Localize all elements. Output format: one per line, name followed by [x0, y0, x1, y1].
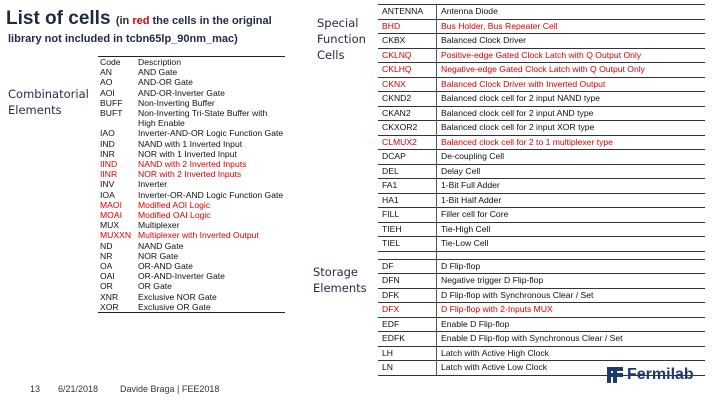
table-row — [378, 121, 705, 136]
cell-description: NAND with 1 Inverted Input — [138, 138, 243, 149]
table-row — [98, 220, 285, 230]
title-text: List of cells — [6, 8, 111, 29]
slide-subtitle: library not included in tcbn65lp_90nm_mac) — [8, 33, 238, 45]
section-divider — [378, 251, 705, 259]
title-note-red: red — [132, 15, 150, 27]
cell-code: CKND2 — [378, 92, 437, 107]
cell-code: CKLNQ — [378, 48, 437, 63]
table-row — [98, 281, 285, 291]
cell-code: CKBX — [378, 34, 437, 49]
table-row — [98, 159, 285, 169]
cell-code: AO — [100, 77, 113, 88]
cell-code: CKXOR2 — [378, 121, 437, 136]
cell-code: LN — [378, 361, 437, 376]
cell-description: AND Gate — [138, 67, 178, 78]
cell-code: IINR — [100, 169, 118, 180]
cell-code: IIND — [100, 159, 118, 170]
cell-code: MUX — [100, 220, 120, 231]
table-row — [378, 106, 705, 121]
cell-description: NOR with 1 Inverted Input — [138, 148, 237, 159]
cell-description: Filler cell for Core — [437, 208, 706, 223]
cell-code: CLMUX2 — [378, 135, 437, 150]
table-row — [98, 230, 285, 240]
cell-description: NOR with 2 Inverted Inputs — [138, 169, 242, 180]
cell-description: Balanced Clock Driver — [437, 34, 706, 49]
table-row — [378, 193, 705, 208]
cell-description: Negative trigger D Flip-flop — [437, 274, 706, 289]
cell-code: MUXXN — [100, 230, 132, 241]
footer-author: Davide Braga | FEE2018 — [120, 384, 220, 394]
cell-code: XNR — [100, 291, 119, 302]
table-row — [98, 271, 285, 281]
cell-code: DCAP — [378, 150, 437, 165]
cell-description: 1-Bit Full Adder — [437, 179, 706, 194]
table-row — [98, 210, 285, 220]
table-row — [378, 332, 705, 347]
table-row — [378, 237, 705, 252]
table-row — [98, 200, 285, 210]
table-row — [98, 108, 285, 128]
cell-code: BUFT — [100, 108, 123, 119]
cell-code: EDF — [378, 317, 437, 332]
cell-code: BUFF — [100, 97, 123, 108]
cell-description: NOR Gate — [138, 250, 179, 261]
cell-description: Inverter — [138, 179, 168, 190]
table-row — [98, 149, 285, 159]
cell-description: Balanced clock cell for 2 to 1 multiplexer type — [437, 135, 706, 150]
cell-description: Bus Holder, Bus Repeater Cell — [437, 19, 706, 34]
cell-code: AN — [100, 67, 112, 78]
table-row — [98, 179, 285, 189]
cell-description: Non-Inverting Tri-State Buffer with High Enable — [138, 108, 268, 129]
table-row — [378, 63, 705, 78]
cell-code: CKNX — [378, 77, 437, 92]
header-code: Code — [98, 57, 136, 68]
fermilab-logo-icon — [606, 366, 624, 384]
header-description: Description — [136, 57, 285, 68]
table-row — [98, 77, 285, 87]
cell-description: Negative-edge Gated Clock Latch with Q Output Only — [437, 63, 706, 78]
cell-code: CKAN2 — [378, 106, 437, 121]
cell-code: EDFK — [378, 332, 437, 347]
special-storage-table — [378, 4, 705, 376]
cell-description: Inverter-AND-OR Logic Function Gate — [138, 128, 284, 139]
cell-description: Antenna Diode — [437, 5, 706, 20]
table-row — [378, 135, 705, 150]
table-row — [98, 67, 285, 77]
cell-description: OR-AND-Inverter Gate — [138, 271, 225, 282]
table-row — [378, 222, 705, 237]
cell-code: DFX — [378, 303, 437, 318]
table-row — [378, 346, 705, 361]
cell-code: DEL — [378, 164, 437, 179]
cell-code: IND — [100, 138, 115, 149]
cell-description: Latch with Active Low Clock — [437, 361, 706, 376]
cell-code: ANTENNA — [378, 5, 437, 20]
cell-description: Exclusive NOR Gate — [138, 291, 217, 302]
cell-description: Multiplexer with Inverted Output — [138, 230, 259, 241]
cell-code: BHD — [378, 19, 437, 34]
cell-description: Balanced clock cell for 2 input XOR type — [437, 121, 706, 136]
cell-description: Modified AOI Logic — [138, 199, 211, 210]
table-row — [98, 190, 285, 200]
table-row — [98, 241, 285, 251]
table-row — [98, 302, 285, 313]
cell-code: MAOI — [100, 199, 122, 210]
cell-code: MOAI — [100, 210, 122, 221]
page-number: 13 — [30, 384, 41, 394]
cell-code: HA1 — [378, 193, 437, 208]
table-row — [378, 77, 705, 92]
table-row — [98, 88, 285, 98]
table-row — [98, 128, 285, 138]
table-row — [378, 274, 705, 289]
table-row — [98, 169, 285, 179]
cell-code: IAO — [100, 128, 115, 139]
cell-description: 1-Bit Half Adder — [437, 193, 706, 208]
table-row — [378, 288, 705, 303]
table-row — [378, 48, 705, 63]
footer-date: 6/21/2018 — [58, 384, 99, 394]
logo-text: Fermilab — [627, 366, 694, 383]
table-row — [378, 317, 705, 332]
title-note-pre: (in — [115, 15, 133, 27]
cell-code: FILL — [378, 208, 437, 223]
table-row — [378, 179, 705, 194]
cell-code: ND — [100, 240, 113, 251]
cell-description: D Flip-flop with Synchronous Clear / Set — [437, 288, 706, 303]
combinational-table — [98, 56, 285, 313]
cell-description: NAND Gate — [138, 240, 184, 251]
table-row — [98, 98, 285, 108]
cell-code: IOA — [100, 189, 115, 200]
cell-description: Delay Cell — [437, 164, 706, 179]
cell-code: OAI — [100, 271, 115, 282]
cell-code: TIEL — [378, 237, 437, 252]
cell-code: CKLHQ — [378, 63, 437, 78]
cell-code: AOI — [100, 87, 115, 98]
cell-description: OR Gate — [138, 281, 172, 292]
cell-code: XOR — [98, 302, 136, 313]
title-note-post: the cells in the original — [149, 15, 272, 27]
cell-description: Tie-High Cell — [437, 222, 706, 237]
table-row — [378, 208, 705, 223]
cell-description: Tie-Low Cell — [437, 237, 706, 252]
cell-description: D Flip-flop with 2-Inputs MUX — [437, 303, 706, 318]
fermilab-logo — [606, 366, 694, 384]
cell-description: Inverter-OR-AND Logic Function Gate — [138, 189, 284, 200]
cell-code: NR — [100, 250, 113, 261]
table-row — [378, 34, 705, 49]
table-row — [378, 5, 705, 20]
table-row — [98, 251, 285, 261]
cell-description: Balanced clock cell for 2 input NAND type — [437, 92, 706, 107]
table-row — [98, 292, 285, 302]
table-row — [378, 303, 705, 318]
cell-description: Non-Inverting Buffer — [138, 97, 215, 108]
cell-description: Latch with Active High Clock — [437, 346, 706, 361]
cell-description: AND-OR-Inverter Gate — [138, 87, 225, 98]
cell-code: LH — [378, 346, 437, 361]
cell-description: Enable D Flip-flop — [437, 317, 706, 332]
cell-description: Exclusive OR Gate — [136, 302, 285, 313]
cell-code: FA1 — [378, 179, 437, 194]
cell-description: Modified OAI Logic — [138, 210, 211, 221]
cell-description: Multiplexer — [138, 220, 180, 231]
cell-code: INV — [100, 179, 115, 190]
cell-description: NAND with 2 Inverted Inputs — [138, 159, 247, 170]
table-row — [378, 19, 705, 34]
table-row — [378, 164, 705, 179]
cell-description: Balanced clock cell for 2 input AND type — [437, 106, 706, 121]
cell-description: OR-AND Gate — [138, 261, 193, 272]
table-row — [378, 259, 705, 274]
cell-code: DFK — [378, 288, 437, 303]
table-row — [378, 92, 705, 107]
cell-description: D Flip-flop — [437, 259, 706, 274]
cell-code: OA — [100, 261, 113, 272]
cell-description: Balanced Clock Driver with Inverted Output — [437, 77, 706, 92]
cell-code: OR — [100, 281, 113, 292]
cell-code: DFN — [378, 274, 437, 289]
cell-description: De-coupling Cell — [437, 150, 706, 165]
cell-code: INR — [100, 148, 115, 159]
slide-title — [6, 8, 272, 30]
cell-description: Enable D Flip-flop with Synchronous Clear / Set — [437, 332, 706, 347]
table-row — [98, 261, 285, 271]
title-note — [116, 15, 272, 27]
table-row — [378, 150, 705, 165]
cell-code: DF — [378, 259, 437, 274]
storage-elements-label: Storage Elements — [313, 265, 367, 295]
combinational-label: Combinatorial Elements — [8, 87, 89, 117]
cell-code: TIEH — [378, 222, 437, 237]
special-function-label: Special Function Cells — [317, 16, 366, 62]
table-row — [98, 139, 285, 149]
cell-description: AND-OR Gate — [138, 77, 193, 88]
cell-description: Positive-edge Gated Clock Latch with Q Output Only — [437, 48, 706, 63]
table-header — [98, 57, 285, 68]
